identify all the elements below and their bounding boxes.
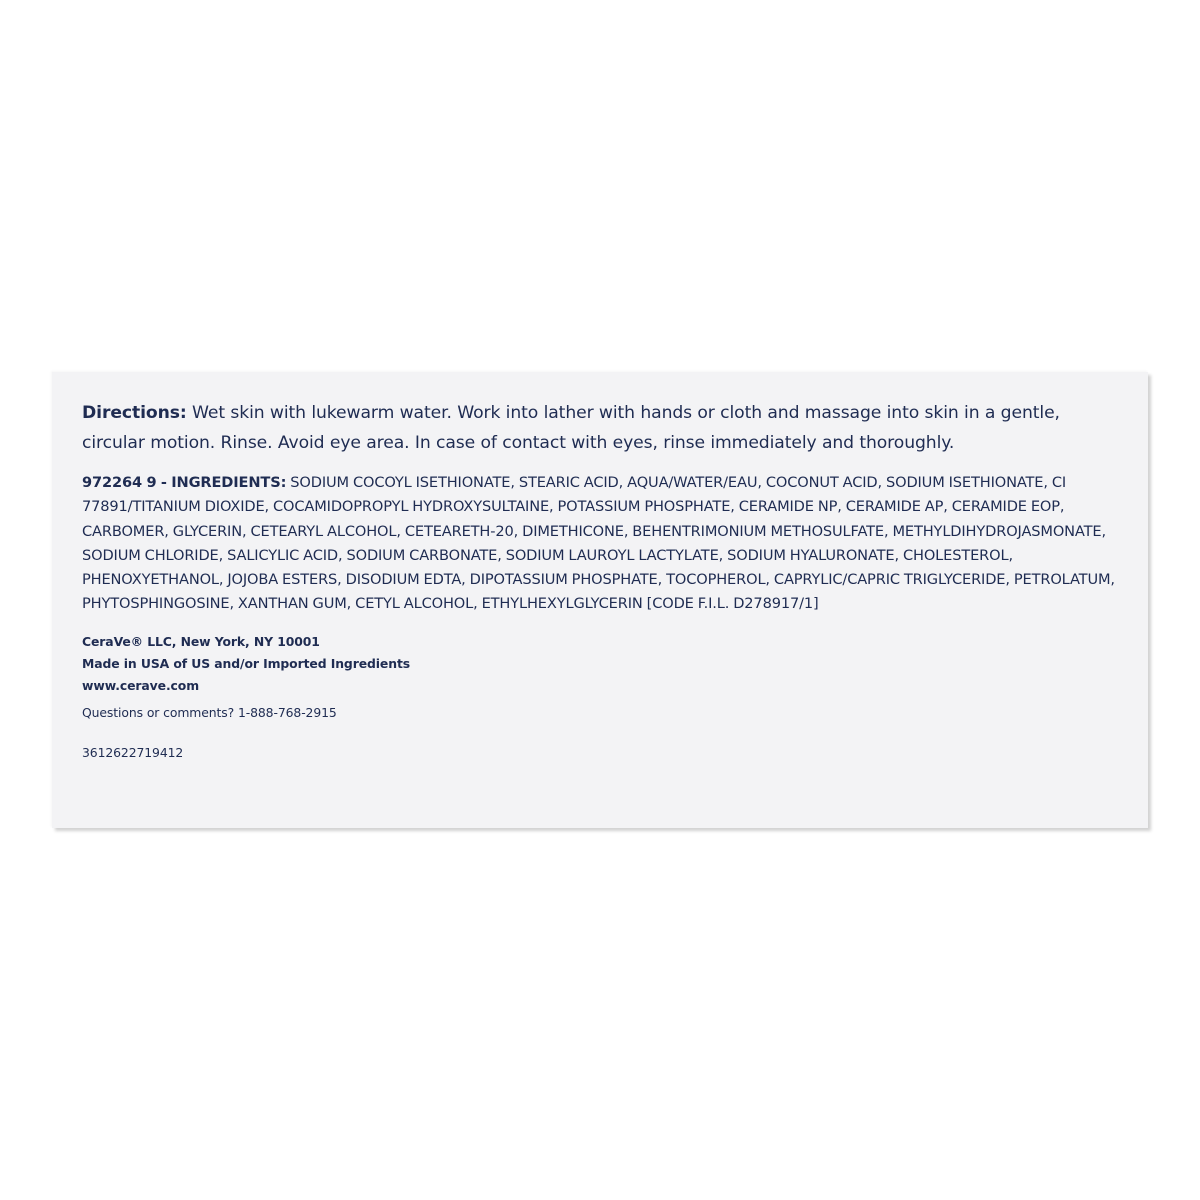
barcode-number: 3612622719412 bbox=[82, 744, 184, 760]
product-label-panel bbox=[52, 372, 1148, 828]
company-name-address: CeraVe® LLC, New York, NY 10001 bbox=[82, 633, 320, 649]
customer-questions-line: Questions or comments? 1-888-768-2915 bbox=[82, 704, 337, 720]
directions-paragraph bbox=[82, 399, 1118, 458]
ingredients-list: SODIUM COCOYL ISETHIONATE, STEARIC ACID, AQUA/WATER/EAU, COCONUT ACID, SODIUM ISETHIONATE, CI 77891/TITANIUM DIOXIDE, COCAMIDOPROPYL HYDROXYSULTAINE, POTASSIUM PHOSPHATE, CERAMIDE NP, CERAMIDE AP, CERAMIDE EOP, CARBOMER, GLYCERIN, CETEARYL ALCOHOL, CETEARETH-20, DIMETHICONE, BEHENTRIMONIUM METHOSULFATE, METHYLDIHYDROJASMONATE, SODIUM CHLORIDE, SALICYLIC ACID, SODIUM CARBONATE, SODIUM LAUROYL LACTYLATE, SODIUM HYALURONATE, CHOLESTEROL, PHENOXYETHANOL, JOJOBA ESTERS, DISODIUM EDTA, DIPOTASSIUM PHOSPHATE, TOCOPHEROL, CAPRYLIC/CAPRIC TRIGLYCERIDE, PETROLATUM, PHYTOSPHINGOSINE, XANTHAN GUM, CETYL ALCOHOL, ETHYLHEXYLGLYCERIN [CODE F.I.L. D278917/1] bbox=[82, 474, 1115, 613]
directions-text: Wet skin with lukewarm water. Work into lather with hands or cloth and massage into skin in a gentle, circular motion. Rinse. Avoid eye area. In case of contact with eyes, rinse immediately and thoroughly. bbox=[82, 403, 1060, 453]
company-info bbox=[82, 631, 1118, 697]
ingredients-label: 972264 9 - INGREDIENTS: bbox=[82, 474, 287, 491]
ingredients-paragraph bbox=[82, 471, 1118, 617]
directions-label: Directions: bbox=[82, 403, 187, 423]
manufacturing-origin: Made in USA of US and/or Imported Ingredients bbox=[82, 655, 411, 671]
company-website: www.cerave.com bbox=[82, 677, 200, 693]
